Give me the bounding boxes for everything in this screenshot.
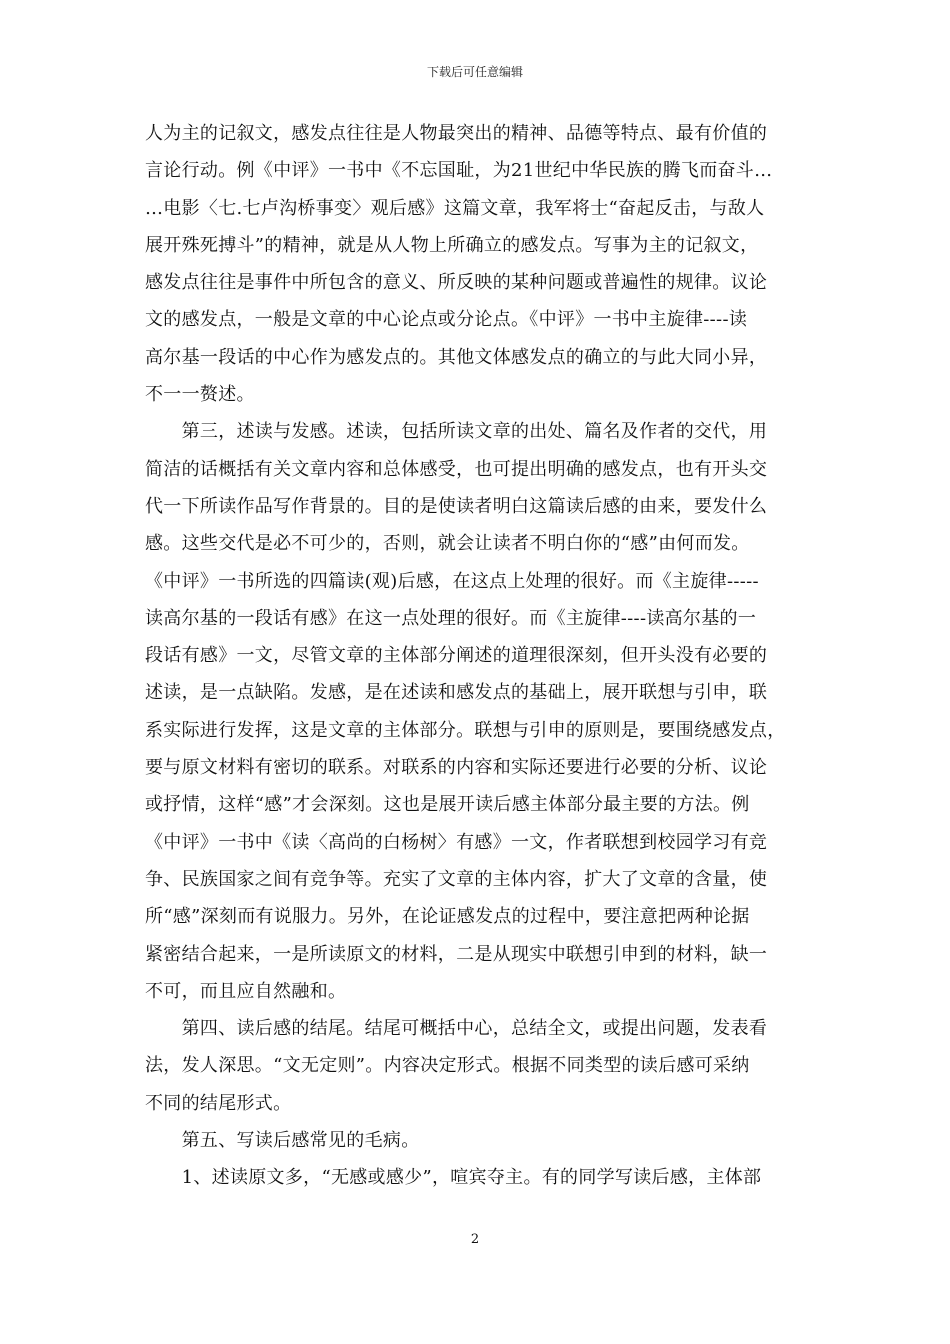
text-line: 不可，而且应自然融和。 <box>145 980 347 1002</box>
text-line: 所“感”深刻而有说服力。另外，在论证感发点的过程中，要注意把两种论据 <box>145 906 750 928</box>
text-line: 紧密结合起来，一是所读原文的材料，二是从现实中联想引申到的材料，缺一 <box>145 943 768 965</box>
page-number: 2 <box>470 1232 480 1247</box>
text-line: 感。这些交代是必不可少的，否则，就会让读者不明白你的“感”由何而发。 <box>145 533 750 555</box>
text-line: 言论行动。例《中评》一书中《不忘国耻，为21世纪中华民族的腾飞而奋斗… <box>145 160 773 182</box>
text-line: 读高尔基的一段话有感》在这一点处理的很好。而《主旋律----读高尔基的一 <box>145 607 757 629</box>
document-body <box>145 115 817 1197</box>
text-line: 法，发人深思。“文无定则”。内容决定形式。根据不同类型的读后感可采纳 <box>145 1055 750 1077</box>
text-line: 文的感发点，一般是文章的中心论点或分论点。《中评》一书中主旋律----读 <box>145 309 748 331</box>
text-line: 第五、写读后感常见的毛病。 <box>145 1130 420 1152</box>
text-line: 第三，述读与发感。述读，包括所读文章的出处、篇名及作者的交代，用 <box>145 421 768 443</box>
text-line: 《中评》一书所选的四篇读(观)后感，在这点上处理的很好。而《主旋律----- <box>145 570 759 592</box>
text-line: 展开殊死搏斗”的精神，就是从人物上所确立的感发点。写事为主的记叙文， <box>145 234 759 256</box>
text-line: 要与原文材料有密切的联系。对联系的内容和实际还要进行必要的分析、议论 <box>145 757 768 779</box>
text-line: 1、述读原文多，“无感或感少”，喧宾夺主。有的同学写读后感，主体部 <box>145 1167 762 1189</box>
text-line: 高尔基一段话的中心作为感发点的。其他文体感发点的确立的与此大同小异， <box>145 346 768 368</box>
text-line: 第四、读后感的结尾。结尾可概括中心，总结全文，或提出问题，发表看 <box>145 1018 768 1040</box>
text-line: 述读，是一点缺陷。发感，是在述读和感发点的基础上，展开联想与引申，联 <box>145 682 768 704</box>
text-line: 感发点往往是事件中所包含的意义、所反映的某种问题或普遍性的规律。议论 <box>145 272 768 294</box>
text-line: 代一下所读作品写作背景的。目的是使读者明白这篇读后感的由来，要发什么 <box>145 495 768 517</box>
text-line: 或抒情，这样“感”才会深刻。这也是展开读后感主体部分最主要的方法。例 <box>145 794 750 816</box>
text-line: 《中评》一书中《读〈高尚的白杨树〉有感》一文，作者联想到校园学习有竞 <box>145 831 768 853</box>
text-line: 简洁的话概括有关文章内容和总体感受，也可提出明确的感发点，也有开头交 <box>145 458 768 480</box>
text-line: 系实际进行发挥，这是文章的主体部分。联想与引申的原则是，要围绕感发点， <box>145 719 786 741</box>
text-line: …电影〈七.七卢沟桥事变〉观后感》这篇文章，我军将士“奋起反击，与敌人 <box>145 197 765 219</box>
text-line: 争、民族国家之间有竞争等。充实了文章的主体内容，扩大了文章的含量，使 <box>145 868 768 890</box>
page-header: 下载后可任意编辑 <box>426 65 523 79</box>
text-line: 不同的结尾形式。 <box>145 1092 292 1114</box>
text-line: 人为主的记叙文，感发点往往是人物最突出的精神、品德等特点、最有价值的 <box>145 123 768 144</box>
text-line: 段话有感》一文，尽管文章的主体部分阐述的道理很深刻，但开头没有必要的 <box>145 645 768 667</box>
text-line: 不一一赘述。 <box>145 384 255 406</box>
